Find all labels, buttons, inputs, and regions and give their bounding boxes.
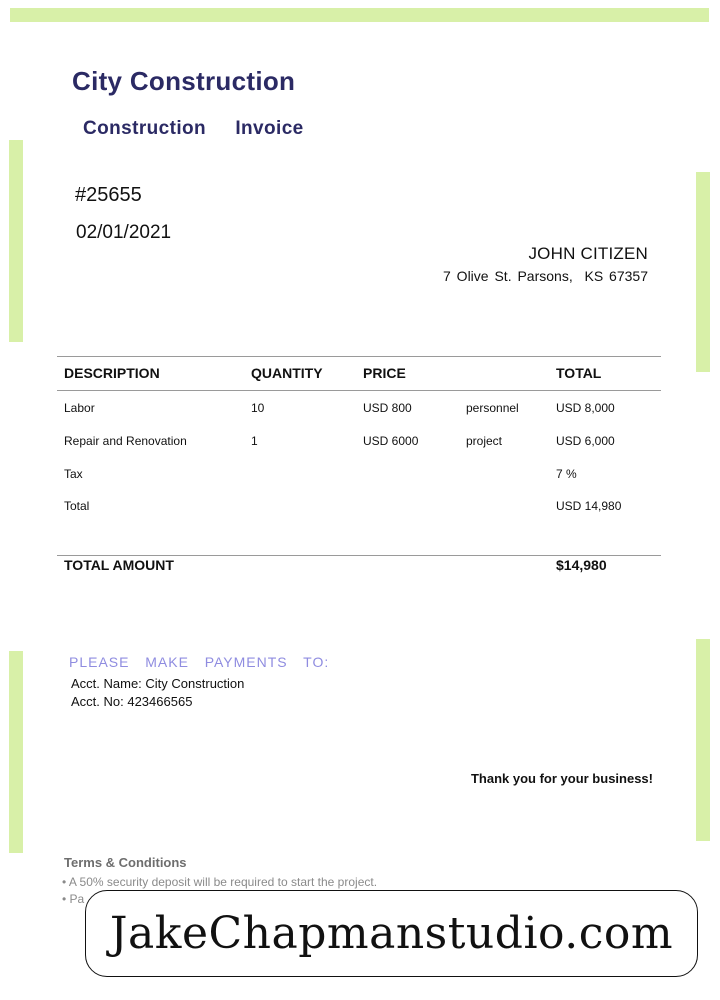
row-unit: project [466, 434, 503, 448]
invoice-date: 02/01/2021 [76, 222, 172, 243]
row-description: Labor [64, 401, 95, 415]
right-accent-bar-upper [696, 172, 710, 372]
column-header-description: DESCRIPTION [64, 365, 160, 381]
row-total: 7 % [556, 467, 577, 481]
document-subtitle: Construction Invoice [83, 118, 304, 139]
row-quantity: 10 [251, 401, 265, 415]
row-total: USD 14,980 [556, 499, 622, 513]
account-number: Acct. No: 423466565 [71, 694, 193, 709]
column-header-total: TOTAL [556, 365, 602, 381]
left-accent-bar-lower [9, 651, 23, 853]
row-price: USD 800 [363, 401, 412, 415]
payment-heading: PLEASE MAKE PAYMENTS TO: [69, 654, 330, 670]
watermark-text: JakeChapmanstudio.com [109, 908, 674, 959]
table-header-rule [57, 390, 661, 391]
column-header-price: PRICE [363, 365, 406, 381]
company-name: City Construction [72, 66, 296, 96]
row-description: Total [64, 499, 90, 513]
row-unit: personnel [466, 401, 519, 415]
thank-you-note: Thank you for your business! [470, 771, 653, 786]
watermark-banner [85, 890, 698, 977]
customer-address: 7 Olive St. Parsons, KS 67357 [443, 268, 648, 284]
row-price: USD 6000 [363, 434, 419, 448]
total-amount-value: $14,980 [556, 557, 607, 573]
column-header-quantity: QUANTITY [251, 365, 323, 381]
row-total: USD 8,000 [556, 401, 615, 415]
table-total-rule [57, 555, 661, 556]
invoice-number: #25655 [75, 184, 142, 206]
row-quantity: 1 [251, 434, 258, 448]
table-top-rule [57, 356, 661, 357]
row-description: Repair and Renovation [64, 434, 187, 448]
top-accent-bar [10, 8, 709, 22]
terms-heading: Terms & Conditions [64, 855, 187, 870]
row-description: Tax [64, 467, 83, 481]
right-accent-bar-lower [696, 639, 710, 841]
total-amount-label: TOTAL AMOUNT [64, 557, 174, 573]
terms-item: • Pa [62, 892, 85, 906]
left-accent-bar-upper [9, 140, 23, 342]
row-total: USD 6,000 [556, 434, 615, 448]
account-name: Acct. Name: City Construction [71, 676, 245, 691]
customer-name: JOHN CITIZEN [528, 244, 648, 263]
terms-item: • A 50% security deposit will be required to start the project. [62, 875, 378, 889]
